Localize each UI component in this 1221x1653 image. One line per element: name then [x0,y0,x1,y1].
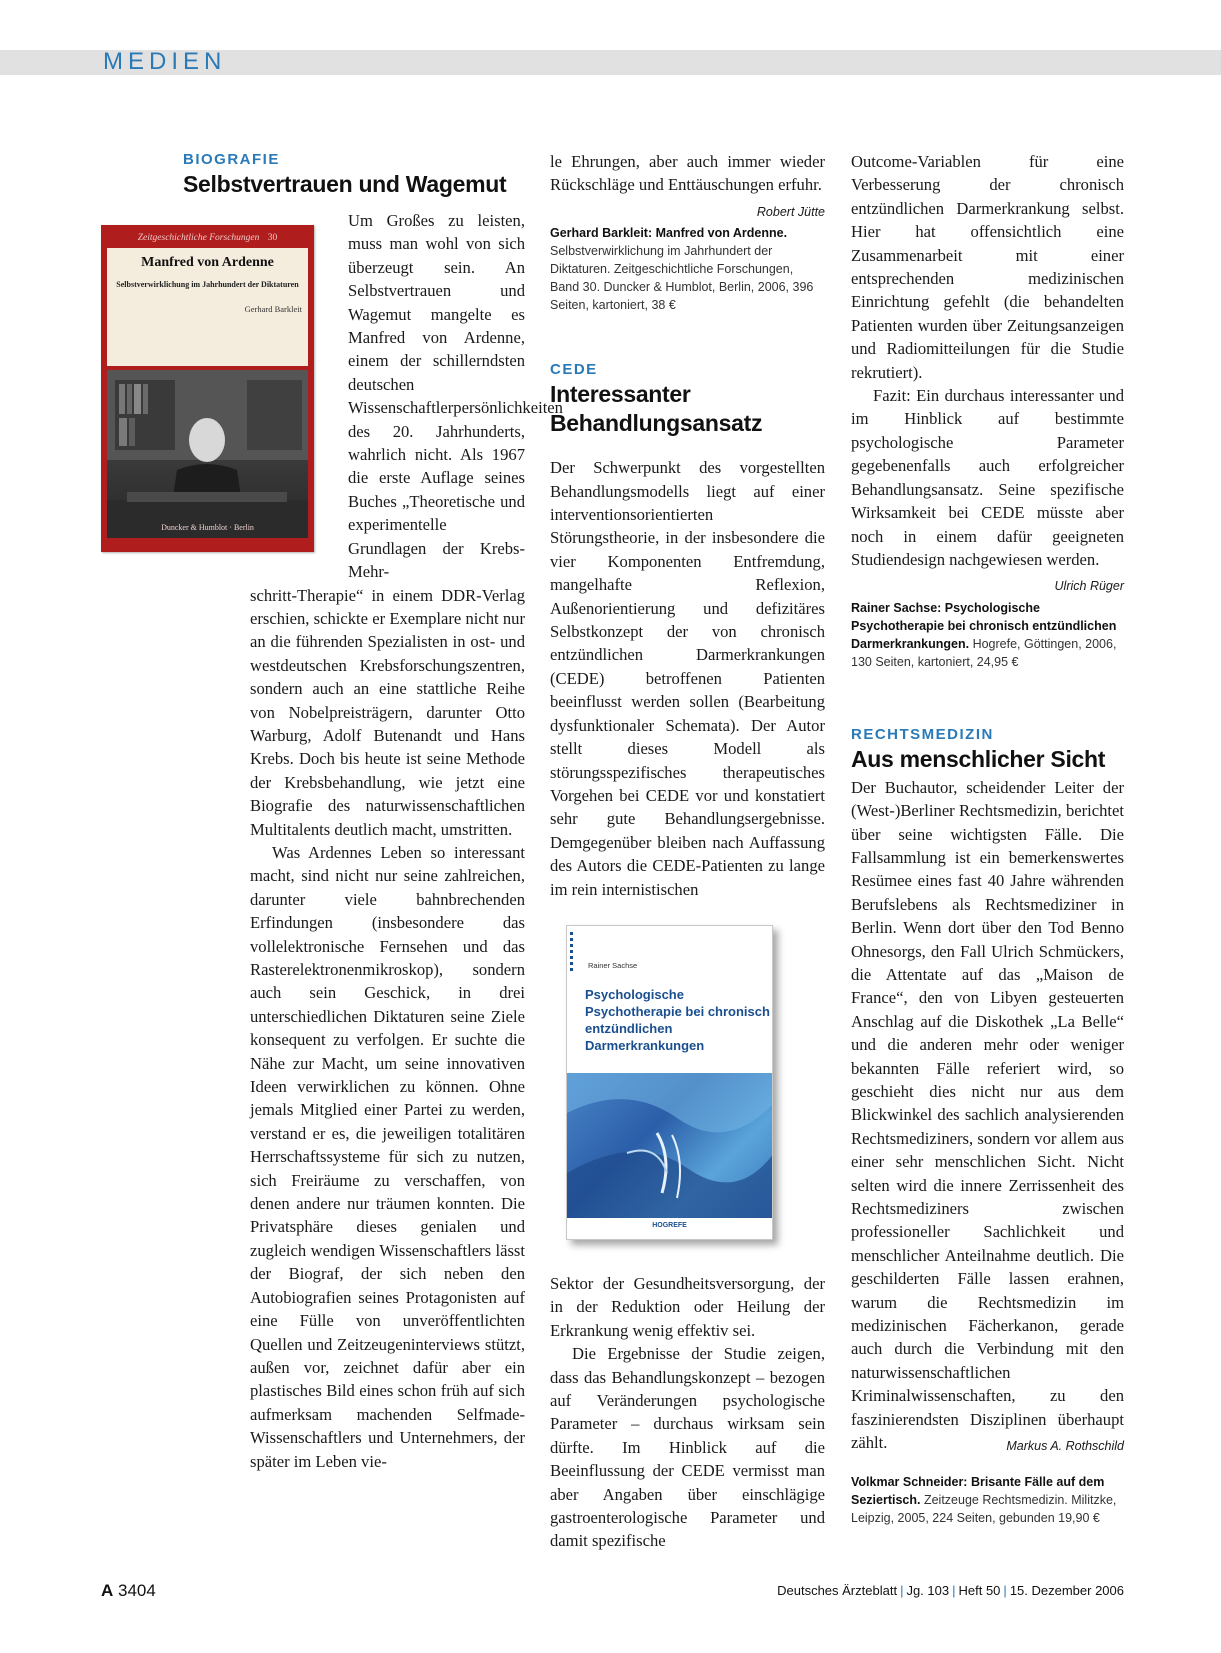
article-kicker: RECHTSMEDIZIN [851,725,994,743]
paragraph-wrapped: Um Großes zu leisten, muss man wohl von sich überzeugt sein. An Selbstvertrauen und Wagemut mangelte es Manfred von Ardenne, einem der schillerndsten deutschen Wissenschaftlerpersönlichkeiten des 20. Jahrhunderts, wahrlich nicht. Als 1967 die erste Auflage seines Buches „Theoretische und experimentelle Grundlagen der Krebs-Mehr- [348,211,563,582]
journal-info [777,1583,1124,1598]
book-reference: Rainer Sachse: Psychologische Psychotherapie bei chronisch entzündlichen Darmerkrankungen. Hogrefe, Göttingen, 2006, 130 Seiten, kartoniert, 24,95 € [851,600,1117,669]
cover-author: Rainer Sachse [588,961,638,970]
author-name: Robert Jütte [756,204,825,219]
book-cover-sachse [566,925,773,1240]
journal-volume: Jg. 103 [906,1583,950,1598]
article-body [851,776,1124,1455]
cover-artwork [567,1073,773,1218]
paragraph: le Ehrungen, aber auch immer wieder Rückschläge und Enttäuschungen erfuhr. Robert Jütte [550,150,825,197]
cover-author: Gerhard Barkleit [244,304,302,314]
separator: | [1003,1583,1007,1598]
column-2 [550,150,825,1553]
article-kicker: BIOGRAFIE [183,151,280,168]
article-body-continued [851,150,1124,594]
dotted-marker [570,932,573,972]
cover-subtitle: Selbstverwirklichung im Jahrhundert der Diktaturen [116,280,299,289]
article-headline: Aus menschlicher Sicht [851,745,1106,772]
paragraph: Outcome-Variablen für eine Verbesserung der chronisch entzündlichen Darmerkrankung selbst. Hier hat offensichtlich eine Zusammenarbeit mit einer entsprechenden medizinischen Einrichtung gefehlt (die behandelten Patienten wurden über Zeitungsanzeigen und Radiomitteilungen für die Studie rekrutiert). [851,152,1124,382]
article-kicker: CEDE [550,361,598,379]
journal-date: 15. Dezember 2006 [1009,1583,1124,1598]
section-label: MEDIEN [103,48,227,75]
journal-name: Deutsches Ärzteblatt [777,1583,898,1598]
column-3 [851,150,1124,1527]
separator: | [952,1583,956,1598]
cover-series: Zeitgeschichtliche Forschungen 30 [137,233,278,243]
cover-publisher: HOGREFE [652,1222,687,1229]
separator: | [900,1583,904,1598]
author-name: Markus A. Rothschild [1006,1439,1124,1454]
author-name: Ulrich Rüger [1054,579,1124,594]
article-headline: Selbstvertrauen und Wagemut [183,171,507,197]
article-headline: Interessanter Behandlungsansatz [550,381,763,437]
paragraph: Der Buchautor, scheidender Leiter der (West-)Berliner Rechtsmedizin, berichtet über seine wichtigsten Fälle. Die Fallsammlung ist ein bemerkenswertes Resümee eines fast 40 Jahre währenden Berufslebens als Rechtsmediziner in Berlin. Wenn dort über den Tod Benno Ohnesorgs, den Fall Ulrich Schmückers, die Attentate auf das „Maison de France“, den von Libyen gesteuerten Anschlag auf die Diskothek „La Belle“ und die anderen mehr oder weniger bekannten Fälle referiert wird, so geschieht dies nicht nur aus dem Blickwinkel des sachlich analysierenden Rechtsmediziners, sondern vor allem aus einer sehr menschlichen Sicht. Nicht selten wird die innere Zerrissenheit des Rechtsmediziners zwischen professioneller Sachlichkeit und menschlicher Anteilnahme deutlich. Die geschilderten Fälle lassen erahnen, warum die Rechtsmedizin im medizinischen Fächerkanon, gerade auch durch die Verbindung mit den naturwissenschaftlichen Kriminalwissenschaften, zu den faszinierendsten Disziplinen überhaupt zählt. Markus A. Rothschild [851,776,1124,1455]
abstract-art [567,1073,773,1218]
paragraph: Sektor der Gesundheitsversorgung, der in der Reduktion oder Heilung der Erkrankung wenig effektiv sei. [550,1273,825,1340]
cover-title: Manfred von Ardenne [141,255,274,270]
journal-issue: Heft 50 [958,1583,1001,1598]
cover-title: Psychologische Psychotherapie bei chronisch entzündlichen Darmerkrankungen [585,987,770,1053]
paragraph: Die Ergebnisse der Studie zeigen, dass das Behandlungskonzept – bezogen auf Veränderungen psychologische Parameter – durchaus wirksam sein dürfte. Im Hinblick auf die Beeinflussung der CEDE vermisst man aber Angaben über einschlägige gastroenterologische Parameter und damit spezifische [550,1344,825,1551]
paragraph: Was Ardennes Leben so interessant macht, sind nicht nur seine zahlreichen, darunter viele bahnbrechenden Erfindungen (insbesondere das vollelektronische Fernsehen und das Rasterelektronenmikroskop), sondern auch sein Geschick, in drei unterschiedlichen Diktaturen seine Ziele konsequent zu verfolgen. Er suchte die Nähe zur Macht, um seine innovativen Ideen verwirklichen zu können. Ohne jemals Mitglied einer Partei zu werden, verstand er es, die jeweiligen totalitären Herrschaftssysteme für sich zu nutzen, sich Freiräume zu verschaffen, von denen andere nur träumen konnten. Die Privatsphäre dieses genialen und zugleich wendigen Wissenschaftlers lässt der Biograf, der sich neben den Autobiografien seines Protagonisten auf eine Fülle von unveröffentlichten Quellen und Zeitzeugeninterviews stützt, außen vor, zeichnet dafür aber ein plastisches Bild eines schon früh auf sich aufmerksam machenden Selfmade-Wissenschaftlers und Unternehmers, der später im Leben vie- [250,842,525,1471]
column-1 [183,150,563,1473]
paragraph: Fazit: Ein durchaus interessanter und im Hinblick auf bestimmte psychologische Parameter gegebenenfalls auch erfolgreicher Behandlungsansatz. Seine spezifische Wirksamkeit bei CEDE müsste aber noch in einem dafür geeigneten Studiendesign nachgewiesen werden. Ulrich Rüger [851,384,1124,571]
paragraph: Der Schwerpunkt des vorgestellten Behandlungsmodells liegt auf einer interventionsorientierten Störungstheorie, in der insbesondere die vier Komponenten Entfremdung, mangelhafte Reflexion, Außenorientierung und defizitäres Selbstkonzept der von chronisch entzündlichen Darmerkrankungen (CEDE) betroffenen Patienten beeinflusst werden sollen (Bearbeitung dysfunktionaler Schemata). Der Autor stellt dieses Modell als störungsspezifisches therapeutisches Vorgehen bei CEDE vor und konstatiert sehr gute Behandlungsergebnisse. Demgegenüber bleiben nach Auffassung des Autors die CEDE-Patienten zu lange im rein internistischen [550,458,825,899]
cover-publisher: Duncker & Humblot · Berlin [161,523,254,532]
article-body-continued [550,150,825,219]
article-body [183,209,563,1473]
book-reference: Gerhard Barkleit: Manfred von Ardenne. Selbstverwirklichung im Jahrhundert der Diktaturen. Zeitgeschichtliche Forschungen, Band 30. Duncker & Humblot, Berlin, 2006, 396 Seiten, kartoniert, 38 € [550,226,814,313]
page-number: A 3404 [101,1581,156,1600]
paragraph: schritt-Therapie“ in einem DDR-Verlag erschien, schickte er Exemplare nicht nur an die führenden Spezialisten in ost- und westdeutschen Krebsforschungszentren, sondern auch an eine stattliche Reihe von Nobelpreisträgern, darunter Otto Warburg, Adolf Butenandt und Hans Krebs. Doch bis heute ist seine Methode der Krebsbehandlung, wie jetzt eine Biografie des naturwissenschaftlichen Multitalents deutlich macht, umstritten. [250,585,525,839]
book-reference: Volkmar Schneider: Brisante Fälle auf dem Seziertisch. Zeitzeuge Rechtsmedizin. Militzke, Leipzig, 2005, 224 Seiten, gebunden 19,90 € [851,1474,1117,1525]
